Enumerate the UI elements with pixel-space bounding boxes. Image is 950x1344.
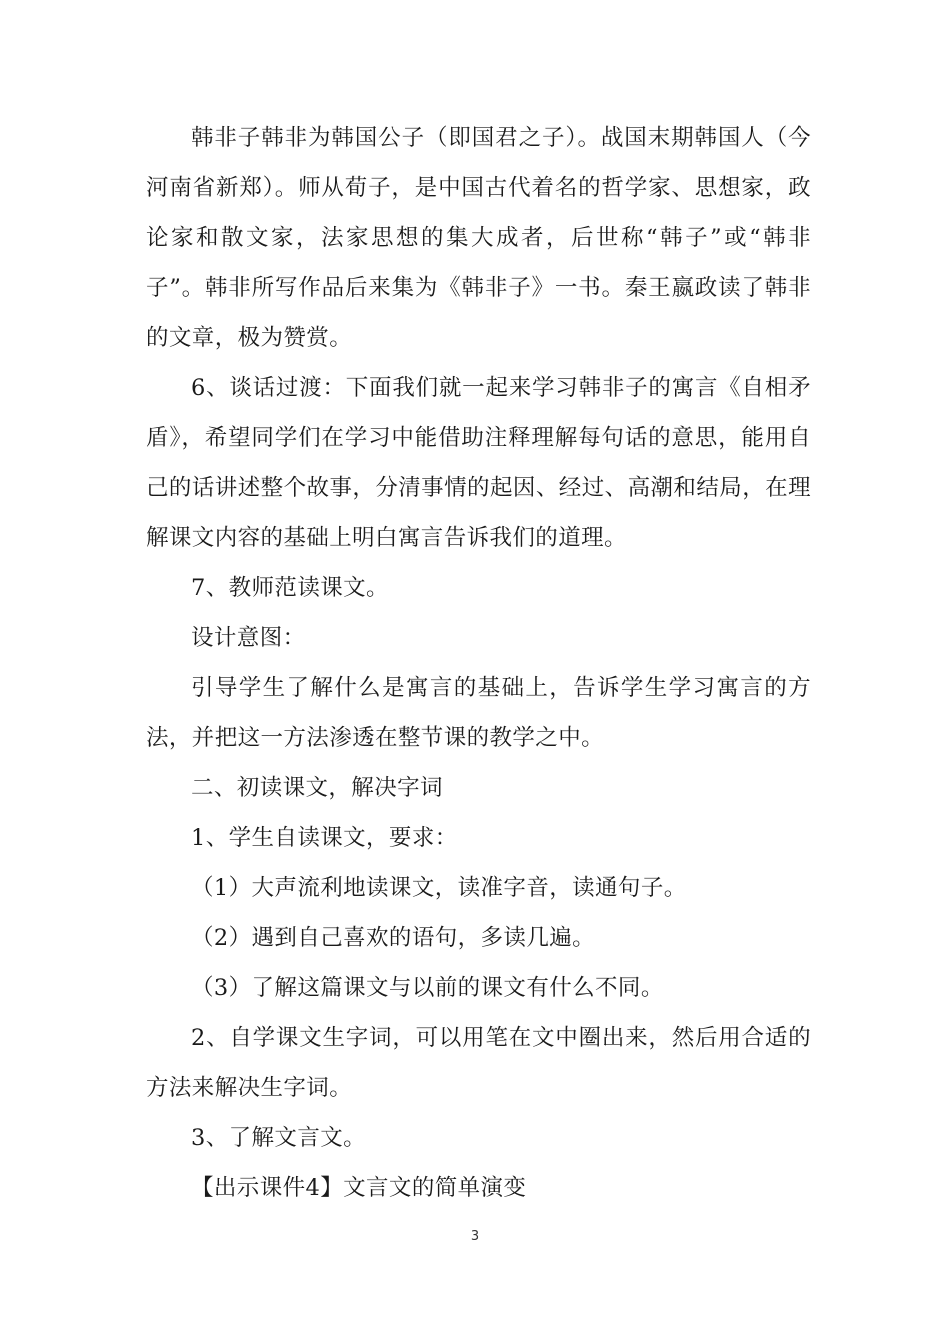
paragraph-self-reading: 1、学生自读课文，要求： xyxy=(191,825,458,851)
paragraph-design-intent-heading: 设计意图： xyxy=(191,625,306,651)
page-body xyxy=(146,113,811,1213)
list-item-requirement-1: （1）大声流利地读课文，读准字音，读通句子。 xyxy=(191,875,687,901)
paragraph-self-study-words: 2、自学课文生字词，可以用笔在文中圈出来，然后用合适的方法来解决生字词。 xyxy=(146,1025,811,1101)
paragraph-classical-chinese: 3、了解文言文。 xyxy=(191,1125,367,1151)
page-number: 3 xyxy=(470,1229,480,1244)
paragraph-han-feizi-bio: 韩非子韩非为韩国公子（即国君之子）。战国末期韩国人（今河南省新郑）。师从荀子，是中国古代着名的哲学家、思想家，政论家和散文家，法家思想的集大成者，后世称“韩子”或“韩非子”。韩非所写作品后来集为《韩非子》一书。秦王嬴政读了韩非的文章，极为赞赏。 xyxy=(146,125,811,351)
paragraph-design-intent: 引导学生了解什么是寓言的基础上，告诉学生学习寓言的方法，并把这一方法渗透在整节课的教学之中。 xyxy=(146,675,811,751)
paragraph-teacher-reading: 7、教师范读课文。 xyxy=(191,575,389,601)
list-item-requirement-2: （2）遇到自己喜欢的语句，多读几遍。 xyxy=(191,925,596,951)
paragraph-courseware-4: 【出示课件4】文言文的简单演变 xyxy=(191,1175,527,1201)
list-item-requirement-3: （3）了解这篇课文与以前的课文有什么不同。 xyxy=(191,975,664,1001)
section-heading-first-reading: 二、初读课文，解决字词 xyxy=(191,775,443,801)
paragraph-transition-talk: 6、谈话过渡：下面我们就一起来学习韩非子的寓言《自相矛盾》，希望同学们在学习中能借助注释理解每句话的意思，能用自己的话讲述整个故事，分清事情的起因、经过、高潮和结局，在理解课文内容的基础上明白寓言告诉我们的道理。 xyxy=(146,375,811,551)
